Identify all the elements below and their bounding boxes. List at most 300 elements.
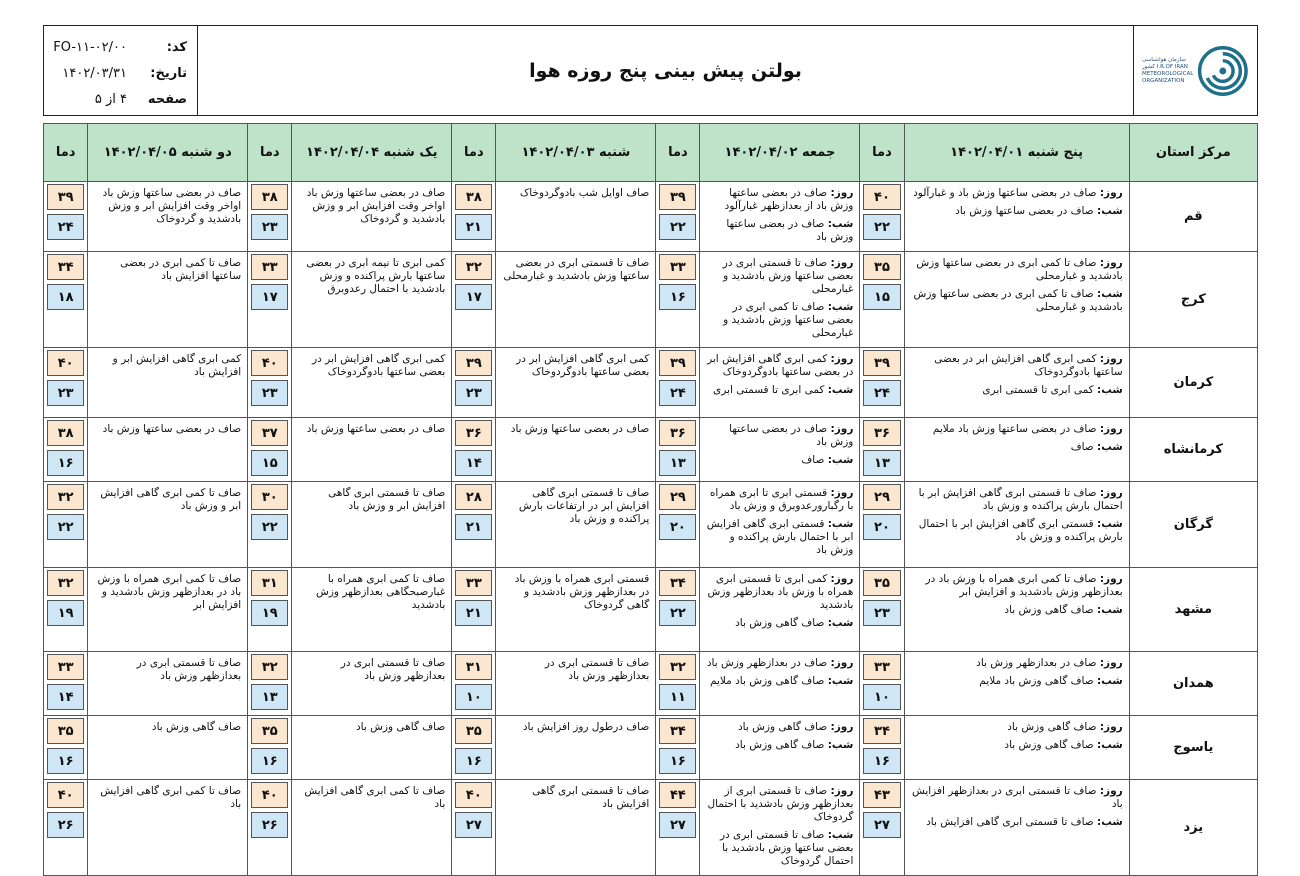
forecast-cell — [904, 482, 1129, 568]
day-forecast-text: صاف تا قسمتی ابری گاهی افزایش ابر با احتمال بارش پراکنده و وزش باد — [918, 487, 1123, 512]
forecast-text: صاف اوایل شب بادوگردوخاک — [519, 187, 650, 199]
day-label: روز: — [1099, 353, 1123, 365]
max-temperature: ۳۴ — [659, 718, 696, 744]
temperature-cell — [44, 568, 88, 652]
forecast-text: کمی ابری گاهی افزایش ابر و افزایش باد — [112, 353, 242, 378]
forecast-cell — [292, 348, 452, 418]
forecast-cell — [88, 652, 248, 716]
night-forecast — [911, 205, 1123, 218]
day-forecast-text: کمی ابری تا قسمتی ابری همراه با وزش باد بعدازظهر وزش بادشدید — [707, 573, 854, 611]
day-forecast-text: صاف در بعدازظهر وزش باد — [976, 657, 1097, 669]
night-label: شب: — [1097, 675, 1123, 687]
min-temperature: ۲۱ — [455, 600, 492, 626]
table-header-row — [44, 124, 1258, 182]
column-header-day-5: دو شنبه ۱۴۰۲/۰۴/۰۵ — [88, 124, 248, 182]
night-label: شب: — [1097, 604, 1123, 616]
day-forecast — [911, 721, 1123, 734]
day-forecast-text: صاف تا قسمتی ابری در بعدازظهر افزایش باد — [911, 785, 1123, 810]
night-label: شب: — [1097, 205, 1123, 217]
forecast-text: صاف تا قسمتی ابری در بعضی ساعتها وزش بادشدید و غبارمحلی — [503, 257, 650, 282]
temperature-cell — [452, 418, 496, 482]
temperature-cell — [656, 182, 700, 252]
day-forecast — [706, 487, 853, 513]
logo-text: سازمان هواشناسی کشور I.R.OF IRAN METEOROLOGICAL ORGANIZATION — [1142, 56, 1194, 84]
column-header-day-2: جمعه ۱۴۰۲/۰۴/۰۲ — [700, 124, 860, 182]
forecast-cell — [496, 348, 656, 418]
max-temperature: ۳۳ — [863, 654, 900, 680]
forecast-text: صاف تا قسمتی ابری گاهی افزایش ابر در ارتفاعات بارش پراکنده و وزش باد — [518, 487, 650, 525]
temperature-cell — [44, 482, 88, 568]
code-value: FO-۱۱-۰۲/۰۰ — [53, 39, 127, 55]
forecast-cell — [292, 652, 452, 716]
min-temperature: ۱۴ — [47, 684, 84, 710]
night-forecast-text: صاف در بعضی ساعتها وزش باد — [955, 205, 1094, 217]
day-label: روز: — [1099, 573, 1123, 585]
day-forecast — [706, 353, 853, 379]
forecast-cell — [496, 568, 656, 652]
forecast-cell — [904, 418, 1129, 482]
forecast-cell — [292, 182, 452, 252]
night-forecast — [706, 301, 853, 340]
night-forecast — [911, 604, 1123, 617]
min-temperature: ۱۶ — [47, 748, 84, 774]
day-label: روز: — [1099, 721, 1123, 733]
station-name: یزد — [1129, 780, 1257, 876]
forecast-cell — [496, 652, 656, 716]
station-name: کرج — [1129, 252, 1257, 348]
temperature-cell — [860, 652, 904, 716]
max-temperature: ۳۲ — [659, 654, 696, 680]
page-value: ۴ از ۵ — [94, 91, 127, 107]
bulletin-header — [43, 25, 1258, 116]
max-temperature: ۳۷ — [251, 420, 288, 446]
max-temperature: ۳۵ — [455, 718, 492, 744]
forecast-text: صاف تا کمی ابری همراه با وزش باد در بعدازظهر وزش بادشدید و افزایش ابر — [97, 573, 242, 611]
day-forecast-text: صاف در بعدازظهر وزش باد — [706, 657, 828, 669]
temperature-cell — [860, 568, 904, 652]
temperature-cell — [248, 652, 292, 716]
max-temperature: ۳۶ — [863, 420, 900, 446]
day-forecast — [706, 785, 853, 824]
min-temperature: ۲۶ — [251, 812, 288, 838]
forecast-text: کمی ابری گاهی افزایش ابر در بعضی ساعتها بادوگردوخاک — [312, 353, 446, 378]
max-temperature: ۳۴ — [659, 570, 696, 596]
max-temperature: ۳۹ — [47, 184, 84, 210]
day-forecast — [911, 487, 1123, 513]
day-label: روز: — [1099, 187, 1123, 199]
night-forecast-text: صاف — [801, 454, 825, 466]
max-temperature: ۳۳ — [659, 254, 696, 280]
forecast-cell — [88, 252, 248, 348]
temperature-cell — [656, 252, 700, 348]
table-row — [44, 568, 1258, 652]
day-label: روز: — [830, 353, 854, 365]
forecast-cell — [88, 780, 248, 876]
max-temperature: ۳۹ — [659, 184, 696, 210]
temperature-cell — [860, 252, 904, 348]
max-temperature: ۳۱ — [251, 570, 288, 596]
forecast-text: صاف تا قسمتی ابری گاهی افزایش باد — [532, 785, 650, 810]
night-forecast — [911, 288, 1123, 314]
night-forecast — [706, 675, 853, 688]
night-label: شب: — [827, 829, 854, 841]
temperature-cell — [44, 716, 88, 780]
day-label: روز: — [830, 187, 854, 199]
day-forecast-text: کمی ابری گاهی افزایش ابر در بعضی ساعتها بادوگردوخاک — [707, 353, 854, 378]
forecast-cell — [292, 716, 452, 780]
day-forecast — [706, 721, 853, 734]
night-forecast-text: کمی ابری تا قسمتی ابری — [982, 384, 1094, 396]
min-temperature: ۲۲ — [659, 214, 696, 240]
night-label: شب: — [827, 739, 854, 751]
forecast-cell — [496, 716, 656, 780]
night-forecast — [706, 617, 853, 630]
night-forecast-text: صاف تا قسمتی ابری گاهی افزایش باد — [926, 816, 1094, 828]
min-temperature: ۱۵ — [863, 284, 900, 310]
forecast-cell — [88, 348, 248, 418]
column-header-temp: دما — [44, 124, 88, 182]
forecast-cell — [700, 652, 860, 716]
day-forecast — [911, 573, 1123, 599]
max-temperature: ۴۰ — [47, 350, 84, 376]
max-temperature: ۳۹ — [659, 350, 696, 376]
day-label: روز: — [830, 423, 854, 435]
column-header-temp: دما — [656, 124, 700, 182]
max-temperature: ۳۸ — [47, 420, 84, 446]
day-forecast-text: صاف گاهی وزش باد — [737, 721, 828, 733]
min-temperature: ۱۴ — [455, 450, 492, 476]
day-forecast-text: صاف تا کمی ابری در بعضی ساعتها وزش بادشدید و غبارمحلی — [916, 257, 1123, 282]
max-temperature: ۳۶ — [455, 420, 492, 446]
forecast-cell — [496, 780, 656, 876]
min-temperature: ۲۳ — [47, 380, 84, 406]
max-temperature: ۳۵ — [47, 718, 84, 744]
day-forecast-text: صاف گاهی وزش باد — [1007, 721, 1097, 733]
day-forecast — [911, 657, 1123, 670]
forecast-cell — [904, 182, 1129, 252]
night-label: شب: — [827, 454, 854, 466]
forecast-cell — [292, 482, 452, 568]
day-forecast — [706, 657, 853, 670]
night-label: شب: — [1097, 441, 1123, 453]
max-temperature: ۳۳ — [455, 570, 492, 596]
forecast-cell — [904, 716, 1129, 780]
night-forecast-text: صاف در بعضی ساعتها وزش باد — [726, 218, 854, 243]
temperature-cell — [248, 348, 292, 418]
forecast-text: صاف گاهی وزش باد — [151, 721, 242, 733]
temperature-cell — [44, 252, 88, 348]
temperature-cell — [656, 716, 700, 780]
column-header-temp: دما — [452, 124, 496, 182]
forecast-cell — [700, 716, 860, 780]
max-temperature: ۳۵ — [863, 570, 900, 596]
forecast-text: صاف در بعضی ساعتها وزش باد — [306, 423, 446, 435]
column-header-temp: دما — [860, 124, 904, 182]
temperature-cell — [452, 482, 496, 568]
max-temperature: ۳۲ — [47, 570, 84, 596]
max-temperature: ۴۳ — [863, 782, 900, 808]
table-row — [44, 418, 1258, 482]
forecast-text: صاف در بعضی ساعتها وزش باد اواخر وقت افزایش ابر و وزش بادشدید و گردوخاک — [102, 187, 242, 225]
forecast-cell — [904, 780, 1129, 876]
min-temperature: ۲۰ — [659, 514, 696, 540]
night-label: شب: — [1097, 288, 1123, 300]
table-row — [44, 482, 1258, 568]
day-forecast — [706, 257, 853, 296]
temperature-cell — [452, 652, 496, 716]
forecast-cell — [292, 252, 452, 348]
min-temperature: ۱۶ — [863, 748, 900, 774]
night-forecast — [911, 816, 1123, 829]
max-temperature: ۴۰ — [455, 782, 492, 808]
max-temperature: ۳۵ — [251, 718, 288, 744]
night-forecast — [706, 384, 853, 397]
max-temperature: ۴۰ — [863, 184, 900, 210]
table-row — [44, 716, 1258, 780]
table-row — [44, 182, 1258, 252]
min-temperature: ۱۶ — [251, 748, 288, 774]
day-label: روز: — [830, 657, 854, 669]
day-forecast — [911, 257, 1123, 283]
temperature-cell — [248, 252, 292, 348]
temperature-cell — [44, 652, 88, 716]
max-temperature: ۴۴ — [659, 782, 696, 808]
min-temperature: ۱۶ — [659, 748, 696, 774]
night-label: شب: — [1097, 518, 1123, 530]
table-row — [44, 652, 1258, 716]
day-forecast-text: کمی ابری گاهی افزایش ابر در بعضی ساعتها بادوگردوخاک — [934, 353, 1123, 378]
day-label: روز: — [1099, 423, 1123, 435]
night-forecast — [706, 218, 853, 244]
page-label: صفحه — [147, 91, 187, 107]
min-temperature: ۲۲ — [659, 600, 696, 626]
forecast-text: کمی ابری گاهی افزایش ابر در بعضی ساعتها بادوگردوخاک — [516, 353, 650, 378]
min-temperature: ۲۳ — [455, 380, 492, 406]
forecast-text: صاف گاهی وزش باد — [355, 721, 446, 733]
day-label: روز: — [830, 257, 854, 269]
station-name: قم — [1129, 182, 1257, 252]
forecast-cell — [904, 652, 1129, 716]
forecast-text: کمی ابری تا نیمه ابری در بعضی ساعتها بارش پراکنده و وزش بادشدید با احتمال رعدوبرق — [306, 257, 446, 295]
min-temperature: ۲۴ — [659, 380, 696, 406]
temperature-cell — [452, 182, 496, 252]
max-temperature: ۲۹ — [863, 484, 900, 510]
forecast-cell — [292, 568, 452, 652]
max-temperature: ۳۶ — [659, 420, 696, 446]
day-label: روز: — [830, 721, 854, 733]
max-temperature: ۴۰ — [47, 782, 84, 808]
temperature-cell — [452, 780, 496, 876]
day-label: روز: — [830, 573, 854, 585]
temperature-cell — [860, 716, 904, 780]
min-temperature: ۲۲ — [47, 514, 84, 540]
station-name: یاسوج — [1129, 716, 1257, 780]
temperature-cell — [656, 418, 700, 482]
column-header-day-1: پنج شنبه ۱۴۰۲/۰۴/۰۱ — [904, 124, 1129, 182]
max-temperature: ۳۹ — [863, 350, 900, 376]
min-temperature: ۱۵ — [251, 450, 288, 476]
document-meta — [44, 26, 198, 115]
temperature-cell — [656, 780, 700, 876]
max-temperature: ۳۳ — [47, 654, 84, 680]
organization-logo — [1133, 26, 1257, 115]
night-forecast-text: صاف گاهی وزش باد — [735, 617, 825, 629]
temperature-cell — [248, 568, 292, 652]
code-label: کد: — [166, 39, 187, 55]
max-temperature: ۳۸ — [251, 184, 288, 210]
night-forecast — [706, 454, 853, 467]
day-forecast-text: صاف در بعضی ساعتها وزش باد — [729, 423, 854, 448]
station-name: کرمان — [1129, 348, 1257, 418]
forecast-cell — [88, 182, 248, 252]
night-forecast-text: صاف تا کمی ابری در بعضی ساعتها وزش بادشدید و غبارمحلی — [913, 288, 1123, 313]
temperature-cell — [860, 348, 904, 418]
night-label: شب: — [827, 617, 854, 629]
station-name: گرگان — [1129, 482, 1257, 568]
night-label: شب: — [1097, 739, 1123, 751]
forecast-cell — [700, 252, 860, 348]
forecast-text: صاف در بعضی ساعتها وزش باد — [510, 423, 650, 435]
temperature-cell — [656, 348, 700, 418]
min-temperature: ۱۳ — [251, 684, 288, 710]
min-temperature: ۲۷ — [659, 812, 696, 838]
temperature-cell — [44, 348, 88, 418]
min-temperature: ۲۳ — [251, 380, 288, 406]
night-forecast — [706, 518, 853, 557]
night-label: شب: — [1097, 816, 1123, 828]
day-label: روز: — [1099, 257, 1123, 269]
night-forecast-text: صاف گاهی وزش باد ملایم — [709, 675, 825, 687]
max-temperature: ۳۱ — [455, 654, 492, 680]
column-header-day-3: شنبه ۱۴۰۲/۰۴/۰۳ — [496, 124, 656, 182]
night-forecast-text: کمی ابری تا قسمتی ابری — [713, 384, 825, 396]
forecast-cell — [292, 418, 452, 482]
station-name: همدان — [1129, 652, 1257, 716]
min-temperature: ۲۴ — [47, 214, 84, 240]
night-forecast — [911, 441, 1123, 454]
forecast-cell — [904, 348, 1129, 418]
table-row — [44, 348, 1258, 418]
min-temperature: ۱۹ — [251, 600, 288, 626]
temperature-cell — [860, 182, 904, 252]
forecast-body — [44, 182, 1258, 876]
forecast-cell — [88, 418, 248, 482]
forecast-cell — [700, 780, 860, 876]
max-temperature: ۳۴ — [863, 718, 900, 744]
night-forecast-text: صاف گاهی وزش باد — [1004, 739, 1094, 751]
max-temperature: ۳۳ — [251, 254, 288, 280]
forecast-text: صاف تا کمی ابری گاهی افزایش باد — [304, 785, 446, 810]
night-forecast — [706, 739, 853, 752]
day-forecast-text: صاف تا قسمتی ابری در بعضی ساعتها وزش بادشدید و غبارمحلی — [722, 257, 854, 295]
forecast-cell — [700, 482, 860, 568]
forecast-text: صاف در بعضی ساعتها وزش باد اواخر وقت افزایش ابر و وزش بادشدید و گردوخاک — [306, 187, 446, 225]
forecast-cell — [700, 348, 860, 418]
forecast-text: صاف تا قسمتی ابری در بعدازظهر وزش باد — [340, 657, 446, 682]
night-forecast — [911, 384, 1123, 397]
table-row — [44, 252, 1258, 348]
min-temperature: ۱۱ — [659, 684, 696, 710]
night-label: شب: — [1097, 384, 1123, 396]
temperature-cell — [44, 418, 88, 482]
day-forecast-text: صاف در بعضی ساعتها وزش باد از بعدازظهر غبارآلود — [724, 187, 854, 212]
min-temperature: ۱۹ — [47, 600, 84, 626]
night-forecast — [911, 675, 1123, 688]
temperature-cell — [656, 568, 700, 652]
temperature-cell — [248, 716, 292, 780]
temperature-cell — [248, 182, 292, 252]
min-temperature: ۲۲ — [251, 514, 288, 540]
page-title: بولتن پیش بینی پنج روزه هوا — [529, 59, 802, 82]
max-temperature: ۴۰ — [251, 782, 288, 808]
day-forecast — [911, 187, 1123, 200]
date-label: تاریخ: — [150, 65, 187, 81]
min-temperature: ۱۳ — [863, 450, 900, 476]
night-forecast-text: صاف تا قسمتی ابری در بعضی ساعتها وزش بادشدید با احتمال گردوخاک — [719, 829, 854, 867]
temperature-cell — [860, 780, 904, 876]
max-temperature: ۳۰ — [251, 484, 288, 510]
min-temperature: ۱۰ — [863, 684, 900, 710]
day-forecast — [911, 423, 1123, 436]
temperature-cell — [452, 348, 496, 418]
table-row — [44, 780, 1258, 876]
day-forecast-text: صاف تا کمی ابری همراه با وزش باد در بعدازظهر وزش بادشدید و افزایش ابر — [925, 573, 1123, 598]
temperature-cell — [860, 418, 904, 482]
min-temperature: ۲۶ — [47, 812, 84, 838]
night-forecast-text: صاف گاهی وزش باد — [1004, 604, 1094, 616]
column-header-day-4: یک شنبه ۱۴۰۲/۰۴/۰۴ — [292, 124, 452, 182]
temperature-cell — [248, 482, 292, 568]
min-temperature: ۲۷ — [455, 812, 492, 838]
temperature-cell — [248, 780, 292, 876]
forecast-cell — [904, 252, 1129, 348]
forecast-cell — [496, 482, 656, 568]
min-temperature: ۲۰ — [863, 514, 900, 540]
temperature-cell — [656, 652, 700, 716]
forecast-text: صاف تا قسمتی ابری گاهی افزایش ابر و وزش باد — [328, 487, 446, 512]
min-temperature: ۱۶ — [455, 748, 492, 774]
min-temperature: ۱۰ — [455, 684, 492, 710]
column-header-station: مرکز استان — [1129, 124, 1257, 182]
day-forecast-text: قسمتی ابری تا ابری همراه با رگبارورعدوبرق و وزش باد — [709, 487, 854, 512]
day-forecast — [706, 573, 853, 612]
temperature-cell — [452, 252, 496, 348]
day-forecast — [706, 187, 853, 213]
night-label: شب: — [827, 518, 854, 530]
max-temperature: ۲۹ — [659, 484, 696, 510]
temperature-cell — [452, 716, 496, 780]
day-label: روز: — [1099, 657, 1123, 669]
forecast-cell — [88, 716, 248, 780]
night-forecast — [911, 518, 1123, 544]
forecast-text: صاف تا کمی ابری گاهی افزایش ابر و وزش باد — [100, 487, 242, 512]
day-forecast — [911, 785, 1123, 811]
min-temperature: ۲۳ — [863, 600, 900, 626]
temperature-cell — [248, 418, 292, 482]
forecast-cell — [88, 482, 248, 568]
min-temperature: ۲۱ — [455, 214, 492, 240]
forecast-text: صاف درطول روز افزایش باد — [522, 721, 650, 733]
night-forecast — [706, 829, 853, 868]
forecast-text: صاف تا قسمتی ابری در بعدازظهر وزش باد — [544, 657, 650, 682]
night-forecast-text: صاف تا کمی ابری در بعضی ساعتها وزش بادشدید و غبارمحلی — [723, 301, 854, 339]
max-temperature: ۳۵ — [863, 254, 900, 280]
day-forecast-text: صاف تا قسمتی ابری از بعدازظهر وزش بادشدید با احتمال گردوخاک — [707, 785, 854, 823]
max-temperature: ۳۸ — [455, 184, 492, 210]
station-name: مشهد — [1129, 568, 1257, 652]
forecast-cell — [496, 252, 656, 348]
temperature-cell — [452, 568, 496, 652]
